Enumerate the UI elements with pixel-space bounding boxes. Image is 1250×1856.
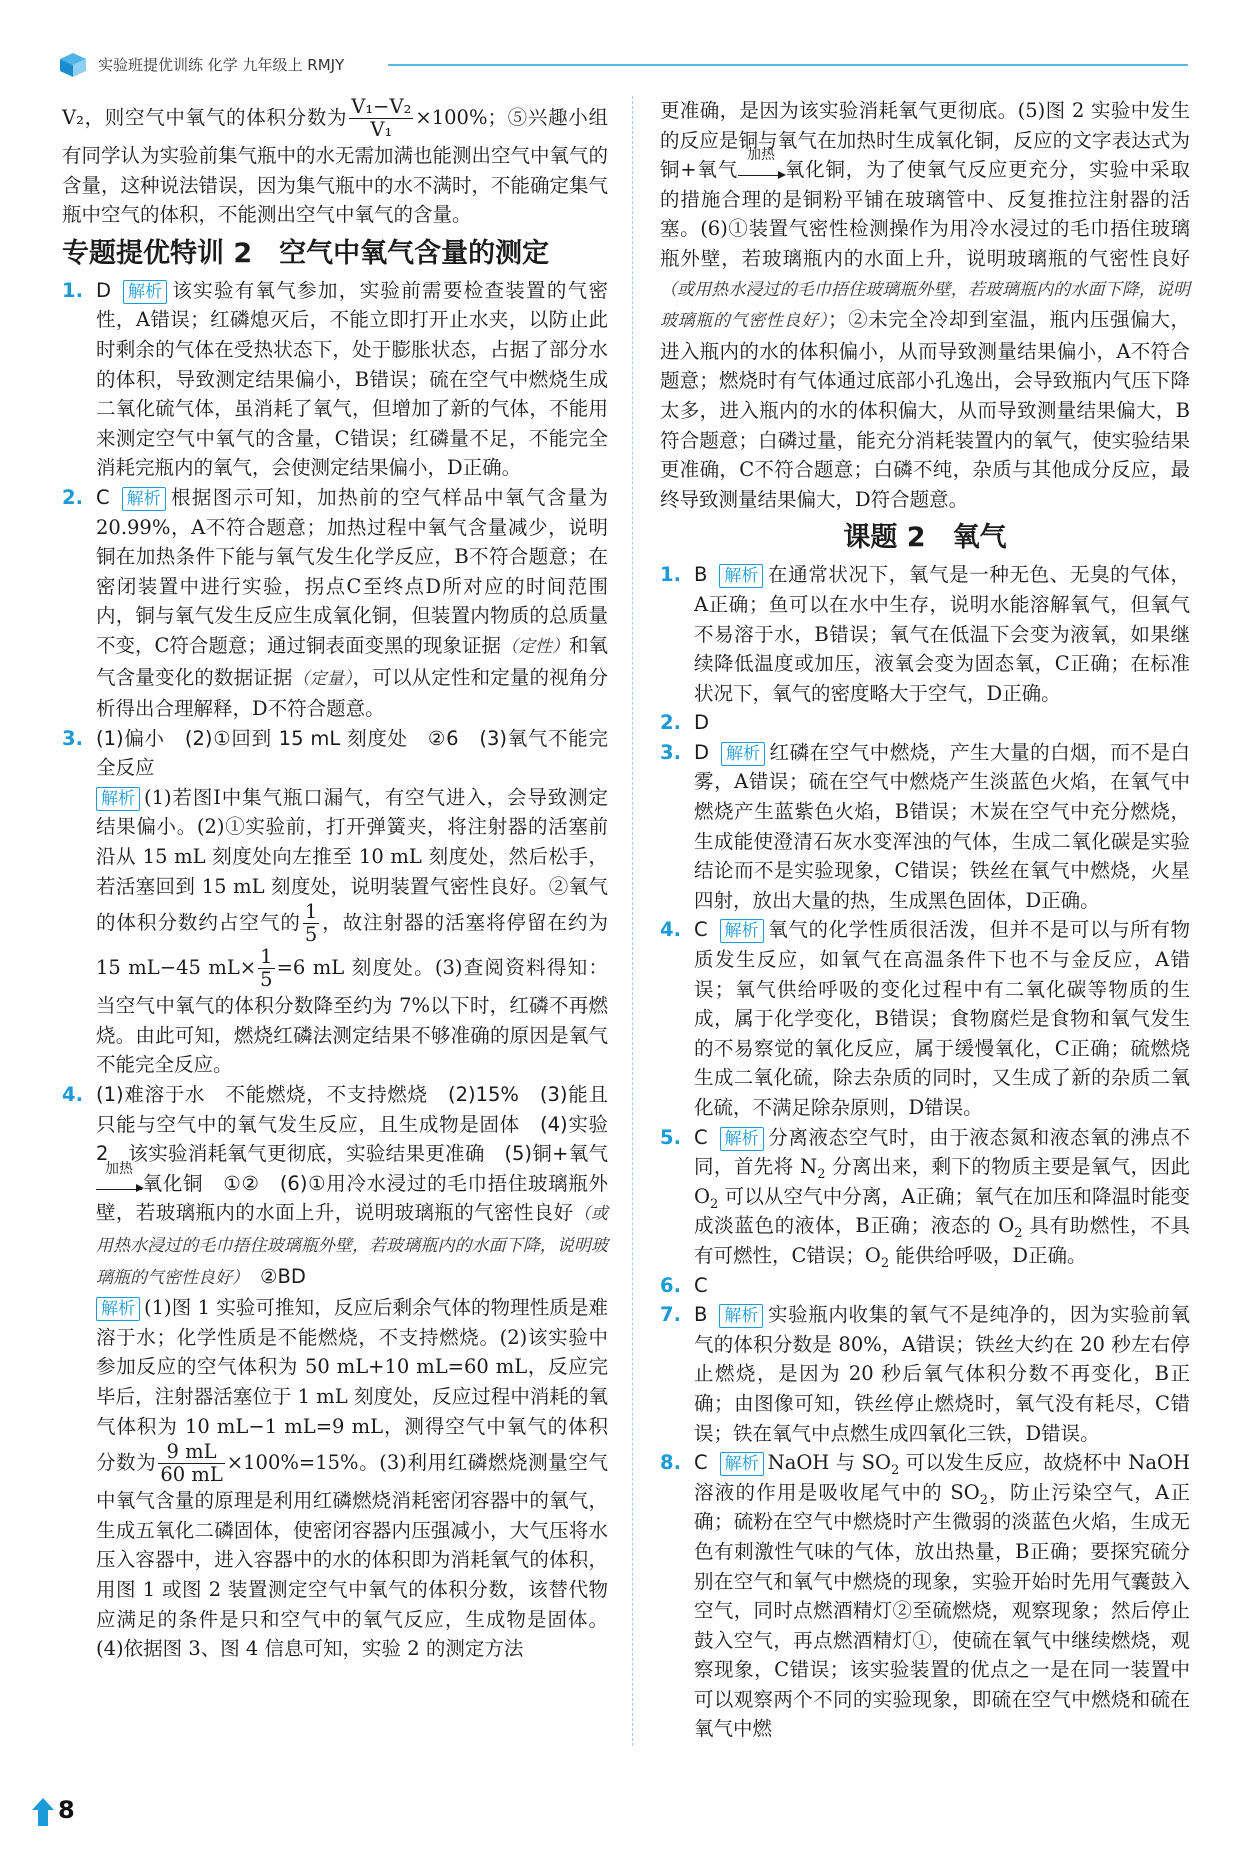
analysis-text: ；②未完全冷却到室温，瓶内压强偏大，进入瓶内的水的体积偏小，从而导致测量结果偏小，A不符合题意；燃烧时有气体通过底部小孔逸出，会导致瓶内气压下降太多，进入瓶内的水的体积偏大，从而导致测量结果偏大，B符合题意；白磷过量，能充分消耗装置内的氧气，使实验结果更准确，C不符合题意；白磷不纯，杂质与其他成分反应，最终导致测量结果偏大，D符合题意。 — [660, 308, 1190, 511]
analysis-tag: 解析 — [720, 1452, 764, 1476]
analysis-tag: 解析 — [96, 787, 140, 811]
question-3 — [62, 724, 608, 1080]
fraction — [258, 946, 274, 991]
right-column — [660, 96, 1190, 1744]
column-divider — [632, 96, 633, 1746]
analysis-text: ，防止污染空气，A正确；硫粉在空气中燃烧时产生微弱的淡蓝色火焰，生成无色有刺激性气味的气体，放出热量，B正确；要探究硫分别在空气和氧气中燃烧的现象，实验开始时先用气囊鼓入空气，同时点燃酒精灯②至硫燃烧，观察现象；然后停止鼓入空气，再点燃酒精灯①，使硫在氧气中继续燃烧，观察现象，C错误；该实验装置的优点之一是在同一装置中可以观察两个不同的实验现象，即硫在空气中燃烧和硫在氧气中燃 — [694, 1480, 1190, 1741]
question-number: 5. — [660, 1125, 681, 1149]
section-title: 课题 2 氧气 — [843, 522, 1007, 554]
question-number: 1. — [62, 278, 83, 302]
analysis-text: NaOH 与 SO — [767, 1451, 892, 1475]
subscript: 2 — [1014, 1226, 1023, 1242]
question-4 — [660, 915, 1190, 1122]
book-title: 实验班提优训练 化学 九年级上 RMJY — [98, 56, 345, 74]
book-logo-icon — [58, 50, 88, 80]
answer: C — [694, 1273, 708, 1297]
fraction-numerator: 1 — [304, 900, 318, 924]
analysis-tag: 解析 — [720, 1127, 764, 1151]
subscript: 2 — [817, 1167, 826, 1183]
question-number: 8. — [660, 1451, 681, 1475]
question-number: 4. — [62, 1083, 83, 1107]
fraction-numerator: V₁−V₂ — [351, 95, 412, 118]
analysis-note: （定量） — [292, 668, 353, 689]
answer: 氧化铜 ①② (6)①用冷水浸过的毛巾捂住玻璃瓶外壁，若玻璃瓶内的水面上升，说明玻璃瓶的气密性良好 — [96, 1171, 608, 1225]
fraction-denominator: 5 — [304, 923, 318, 947]
analysis-text: =6 mL 刻度处。(3)查阅资料得知：当空气中氧气的体积分数降至约为 7%以下时，红磷不再燃烧。由此可知，燃烧红磷法测定结果不够准确的原因是氧气不能完全反应。 — [96, 956, 608, 1077]
answer: D — [96, 278, 112, 302]
question-7 — [660, 1300, 1190, 1448]
analysis-tag: 解析 — [123, 280, 167, 304]
question-number: 3. — [62, 726, 83, 750]
fraction-numerator: 9 mL — [158, 1441, 224, 1464]
answer: C — [96, 485, 110, 509]
question-2 — [62, 483, 608, 724]
analysis-text: 该实验有氧气参加，实验前需要检查装置的气密性，A错误；红磷熄灭后，不能立即打开止水夹，以防止此时剩余的气体在受热状态下，处于膨胀状态，占据了部分水的体积，导致测定结果偏小，B错误；硫在空气中燃烧生成二氧化硫气体，虽消耗了氧气，但增加了新的气体，不能用来测定空气中氧气的含量，C错误；红磷量不足，不能完全消耗完瓶内的氧气，会使测定结果偏小，D正确。 — [96, 278, 608, 480]
reaction-condition: 加热 — [105, 1160, 133, 1177]
analysis-text: 氧化铜，为了使氧气反应更充分，实验中采取的措施合理的是铜粉平铺在玻璃管中、反复推拉注射器的活塞。(6)①装置气密性检测操作为用冷水浸过的毛巾捂住玻璃瓶外壁，若玻璃瓶内的水面上升，说明玻璃瓶的气密性良好 — [660, 158, 1190, 270]
question-5 — [660, 1123, 1190, 1271]
analysis-tag: 解析 — [719, 564, 763, 588]
answer: (1)偏小 (2)①回到 15 mL 刻度处 ②6 (3)氧气不能完全反应 — [96, 726, 608, 780]
analysis-tag: 解析 — [720, 919, 764, 943]
analysis-text: 和氧气含量变化的数据证据 — [96, 633, 609, 689]
header-rule — [388, 64, 1188, 66]
page-corner-icon — [30, 1794, 56, 1828]
answer: B — [694, 563, 708, 587]
question-number: 2. — [660, 711, 681, 735]
answer: B — [694, 1303, 708, 1327]
analysis-text: 可以从空气中分离，A正确；氧气在加压和降温时能变成淡蓝色的液体，B正确；液态的 O — [694, 1184, 1190, 1238]
fraction-denominator: 60 mL — [160, 1463, 223, 1487]
left-column — [62, 96, 608, 1664]
reaction-arrow — [738, 147, 784, 176]
question-number: 4. — [660, 918, 681, 942]
intro-text-a: V₂，则空气中氧气的体积分数为 — [62, 106, 348, 129]
fraction-numerator: 1 — [260, 945, 273, 969]
fraction-denominator: 5 — [260, 968, 273, 992]
question-2 — [660, 708, 1190, 738]
answer: D — [694, 711, 710, 735]
analysis-text: 更准确，是因为该实验消耗氧气更彻底。(5)图 2 实验中发生的反应是铜与氧气在加热时生成氧化铜，反应的文字表达式为铜+氧气 — [660, 99, 1190, 182]
analysis-text: 实验瓶内收集的氧气不是纯净的，因为实验前氧气的体积分数是 80%，A错误；铁丝大约在 20 秒左右停止燃烧，是因为 20 秒后氧气体积分数不再变化，B正确；由图像可知，铁丝停止燃烧时，氧气没有耗尽，C错误；铁在氧气中点燃生成四氧化三铁，D错误。 — [694, 1303, 1190, 1445]
intro-text-b: ×100%；⑤兴趣小组有同学认为实验前集气瓶中的水无需加满也能测出空气中氧气的含量，这种说法错误，因为集气瓶中的水不满时，不能确定集气瓶中空气的体积，不能测出空气中氧气的含量。 — [62, 106, 609, 227]
analysis-text: ×100%=15%。(3)利用红磷燃烧测量空气中氧气含量的原理是利用红磷燃烧消耗密闭容器中的氧气，生成五氧化二磷固体，使密闭容器内压强减小，大气压将水压入容器中，进入容器中的水的体积即为消耗氧气的体积，用图 1 或图 2 装置测定空气中氧气的体积分数，该替代物应满足的条件是只和空气中的氧气反应，生成物是固体。(4)依据图 3、图 4 信息可知，实验 2 的测定方法 — [96, 1451, 608, 1661]
answer: D — [694, 740, 710, 764]
fraction — [349, 96, 413, 141]
question-3 — [660, 738, 1190, 916]
analysis-text: 在通常状况下，氧气是一种无色、无臭的气体，A正确；鱼可以在水中生存，说明水能溶解氧气，但氧气不易溶于水，B错误；氧气在低温下会变为液氧，如果继续降低温度或加压，液氧会变为固态氧，C正确；在标准状况下，氧气的密度略大于空气，D正确。 — [694, 563, 1190, 705]
subscript: 2 — [979, 1492, 988, 1508]
answer: (1)难溶于水 不能燃烧，不支持燃烧 (2)15% (3)能且只能与空气中的氧气发生反应，且生成物是固体 (4)实验 2 该实验消耗氧气更彻底，实验结果更准确 (5)铜+氧气 — [96, 1083, 608, 1166]
page-footer — [30, 1794, 90, 1834]
subscript: 2 — [710, 1196, 719, 1212]
question-6 — [660, 1271, 1190, 1301]
question-number: 1. — [660, 563, 681, 587]
analysis-tag: 解析 — [721, 742, 765, 766]
fraction-denominator: V₁ — [370, 118, 393, 141]
question-number: 3. — [660, 740, 681, 764]
question-number: 6. — [660, 1273, 681, 1297]
continued-analysis — [660, 96, 1190, 514]
analysis-text: (1)图 1 实验可推知，反应后剩余气体的物理性质是难溶于水；化学性质是不能燃烧，不支持燃烧。(2)该实验中参加反应的空气体积为 50 mL+10 mL=60 mL，反应完毕后，注射器活塞位于 1 mL 刻度处，反应过程中消耗的氧气体积为 10 mL−1 mL=9 mL，测得空气中氧气的体积分数为 — [96, 1296, 608, 1475]
analysis-text: 氧气的化学性质很活泼，但并不是可以与所有物质发生反应，如氧气在高温条件下也不与金反应，A错误；氧气供给呼吸的变化过程中有二氧化碳等物质的生成，属于化学变化，B错误；食物腐烂是食物和氧气发生的不易察觉的氧化反应，属于缓慢氧化，C正确；硫燃烧生成二氧化硫，除去杂质的同时，又生成了新的杂质二氧化硫，不满足除杂原则，D错误。 — [694, 918, 1190, 1119]
question-1 — [660, 560, 1190, 708]
page-number: 8 — [58, 1796, 75, 1824]
question-8 — [660, 1448, 1190, 1744]
section-title: 专题提优特训 2 空气中氧气含量的测定 — [62, 237, 550, 269]
analysis-tag: 解析 — [96, 1297, 140, 1321]
analysis-text: 红磷在空气中燃烧，产生大量的白烟，而不是白雾，A错误；硫在空气中燃烧产生淡蓝色火焰，在氧气中燃烧产生蓝紫色火焰，B错误；木炭在空气中充分燃烧，生成能使澄清石灰水变浑浊的气体，生成二氧化碳是实验结论而不是实验现象，C错误；铁丝在氧气中燃烧，火星四射，放出大量的热，生成黑色固体，D正确。 — [694, 740, 1190, 912]
fraction — [158, 1441, 224, 1486]
analysis-text: 可以发生反应，故烧杯中 NaOH 溶液的作用是吸收尾气中的 SO — [694, 1451, 1190, 1504]
question-1 — [62, 276, 608, 483]
analysis-text: 分离出来，剩下的物质主要是氧气，因此 O — [694, 1155, 1190, 1208]
answer: ②BD — [240, 1264, 306, 1288]
answer-note: （或用热水浸过的毛巾捂住玻璃瓶外壁，若玻璃瓶内的水面下降，说明玻璃瓶的气密性良好） — [96, 1204, 608, 1288]
analysis-text: 能供给呼吸，D正确。 — [889, 1243, 1087, 1267]
reaction-condition: 加热 — [747, 147, 776, 164]
answer: C — [694, 1451, 708, 1475]
analysis-text: ，可以从定性和定量的视角分析得出合理解释，D不符合题意。 — [96, 665, 608, 721]
question-number: 7. — [660, 1303, 681, 1327]
answer: C — [694, 918, 708, 942]
analysis-tag: 解析 — [719, 1304, 763, 1328]
fraction — [303, 901, 319, 946]
reaction-arrow — [96, 1160, 142, 1190]
answer: C — [694, 1125, 708, 1149]
analysis-note: （或用热水浸过的毛巾捂住玻璃瓶外壁，若玻璃瓶内的水面下降，说明玻璃瓶的气密性良好） — [660, 279, 1190, 332]
page-header — [58, 50, 1188, 80]
question-number: 2. — [62, 485, 83, 509]
analysis-note: （定性） — [500, 636, 569, 657]
intro-paragraph — [62, 96, 608, 230]
subscript: 2 — [891, 1463, 900, 1479]
analysis-text: 分离液态空气时，由于液态氮和液态氧的沸点不同，首先将 N — [694, 1125, 1190, 1179]
subscript: 2 — [880, 1255, 890, 1271]
analysis-text: 具有助燃性，不具有可燃性，C错误；O — [694, 1214, 1191, 1267]
analysis-text: ，故注射器的活塞将停留在约为 15 mL−45 mL× — [96, 911, 608, 980]
analysis-text: 根据图示可知，加热前的空气样品中氧气含量为 20.99%，A不符合题意；加热过程中氧气含量减少，说明铜在加热条件下能与氧气发生化学反应，B不符合题意；在密闭装置中进行实验，拐点C至终点D所对应的时间范围内，铜与氧气发生反应生成氧化铜，但装置内物质的总质量不变，C符合题意；通过铜表面变黑的现象证据 — [96, 485, 608, 657]
analysis-text: (1)若图Ⅰ中集气瓶口漏气，有空气进入，会导致测定结果偏小。(2)①实验前，打开弹簧夹，将注射器的活塞前沿从 15 mL 刻度处向左推至 10 mL 刻度处，然后松手，若活塞回到 15 mL 刻度处，说明装置气密性良好。②氧气的体积分数约占空气的 — [96, 785, 608, 935]
analysis-tag: 解析 — [122, 487, 166, 511]
question-4 — [62, 1080, 608, 1664]
